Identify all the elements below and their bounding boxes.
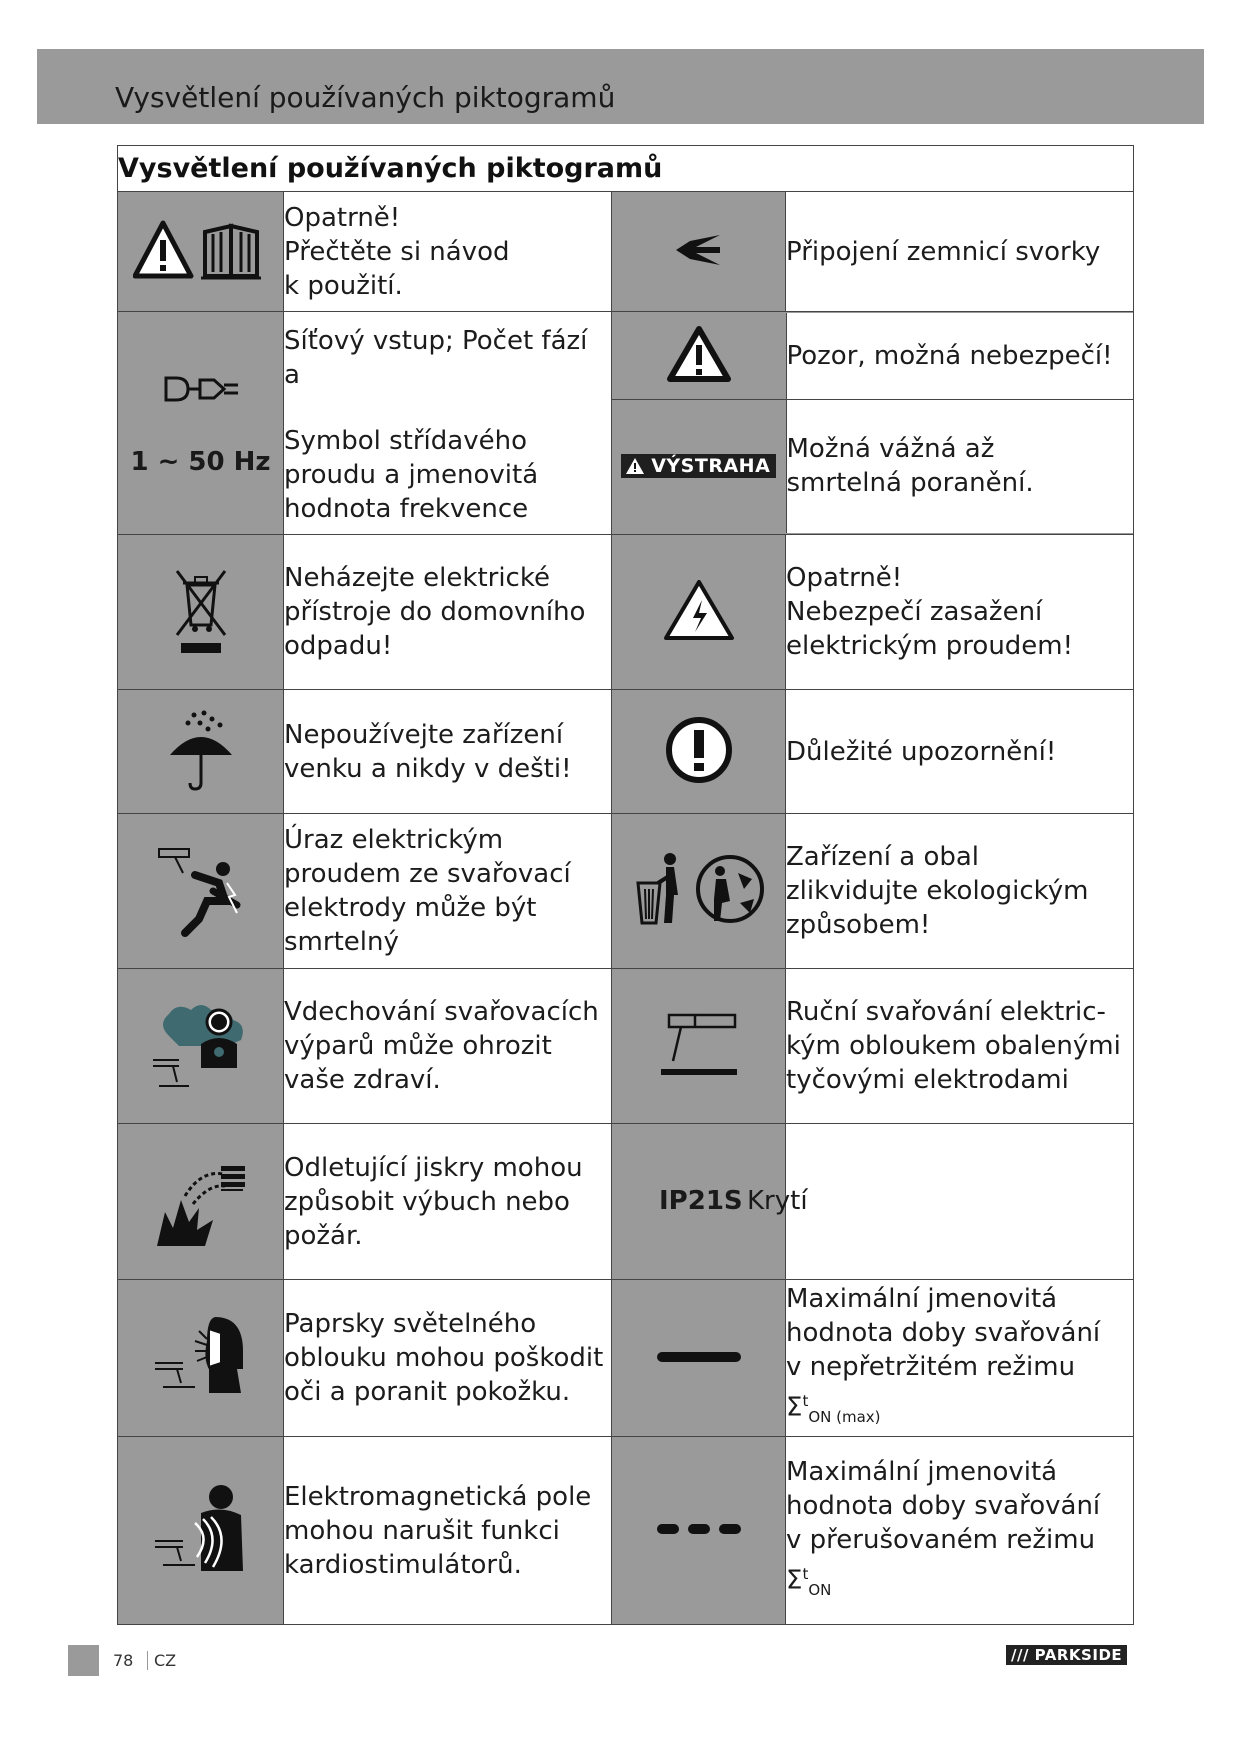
language-code: CZ (147, 1651, 176, 1670)
welding-fumes-icon (118, 969, 284, 1124)
pacemaker-text: Elektromagnetická pole mohou narušit funkci kardiostimulátorů. (284, 1437, 612, 1625)
continuous-mode-text: Maximální jmenovitá hodnota doby svařování v nepřetržitém režimu $\Sigma^t_{ON (max)}$ (786, 1280, 1134, 1437)
eco-disposal-text: Zařízení a obal zlikvidujte ekologickým způsobem! (786, 814, 1134, 969)
sigma-symbol: Σ (786, 1565, 803, 1596)
continuous-mode-icon (612, 1280, 786, 1437)
mains-input-cell (118, 312, 284, 535)
read-manual-text: Opatrně! Přečtěte si návod k použití. (284, 192, 612, 312)
warning-label-icon (612, 399, 786, 533)
footer-marker (68, 1645, 99, 1676)
header-title: Vysvětlení používaných piktogramů (115, 81, 616, 114)
serious-injury-text: Možná vážná až smrtelná poranění. (786, 399, 1134, 533)
mains-input-text (284, 312, 612, 535)
warning-split-cell (612, 312, 1134, 535)
read-manual-icon (118, 192, 284, 312)
page-header (37, 49, 1204, 124)
intermittent-mode-text: Maximální jmenovitá hodnota doby svařování v přerušovaném režimu $\Sigma^t_{ON}$ (786, 1437, 1134, 1625)
important-notice-text: Důležité upozornění! (786, 690, 1134, 814)
table-title: Vysvětlení používaných piktogramů (118, 146, 1134, 192)
weee-text: Neházejte elektrické přístroje do domovního odpadu! (284, 535, 612, 690)
recycling-icon (612, 814, 786, 969)
intermittent-mode-icon (612, 1437, 786, 1625)
sigma-symbol: Σ (786, 1392, 803, 1423)
welding-fumes-text: Vdechování svařovacích výparů může ohrozit vaše zdraví. (284, 969, 612, 1124)
umbrella-rain-icon (118, 690, 284, 814)
mains-plug-icon (162, 374, 240, 404)
arc-radiation-text: Paprsky světelného oblouku mohou poškodit oči a poranit pokožku. (284, 1280, 612, 1437)
ground-clamp-icon (612, 192, 786, 312)
mma-welding-text: Ruční svařování elektric- kým obloukem obalenými tyčovými elektrodami (786, 969, 1134, 1124)
sparks-explosion-icon (118, 1124, 284, 1280)
ip-rating-empty (786, 1124, 1134, 1280)
arc-radiation-icon (118, 1280, 284, 1437)
ip-rating-label: IP21S (659, 1186, 743, 1216)
ac-frequency-label: 1 ~ 50 Hz (130, 447, 271, 477)
mma-welding-icon (612, 969, 786, 1124)
ip-rating-cell (612, 1124, 808, 1280)
no-rain-text: Nepoužívejte zařízení venku a nikdy v dešti! (284, 690, 612, 814)
pictogram-table (117, 145, 1134, 1625)
parkside-logo: /// PARKSIDE (1006, 1645, 1127, 1665)
pacemaker-emf-icon (118, 1437, 284, 1625)
electric-hazard-text: Opatrně! Nebezpečí zasažení elektrickým proudem! (786, 535, 1134, 690)
important-notice-icon (612, 690, 786, 814)
electric-hazard-icon (612, 535, 786, 690)
mains-input-text-a: Síťový vstup; Počet fází a (284, 326, 588, 390)
sparks-text: Odletující jiskry mohou způsobit výbuch nebo požár. (284, 1124, 612, 1280)
danger-text: Pozor, možná nebezpečí! (786, 313, 1134, 399)
mains-input-text-b: Symbol střídavého proudu a jmenovitá hodnota frekvence (284, 426, 539, 524)
warning-label-text: VÝSTRAHA (651, 454, 771, 477)
electrode-shock-icon (118, 814, 284, 969)
page-number: 78 (113, 1651, 134, 1670)
ground-clamp-text: Připojení zemnicí svorky (786, 192, 1134, 312)
danger-triangle-icon (612, 313, 786, 399)
electrode-shock-text: Úraz elektrickým proudem ze svařovací elektrody může být smrtelný (284, 814, 612, 969)
crossed-bin-icon (118, 535, 284, 690)
ip-rating-desc: Krytí (747, 1186, 808, 1216)
